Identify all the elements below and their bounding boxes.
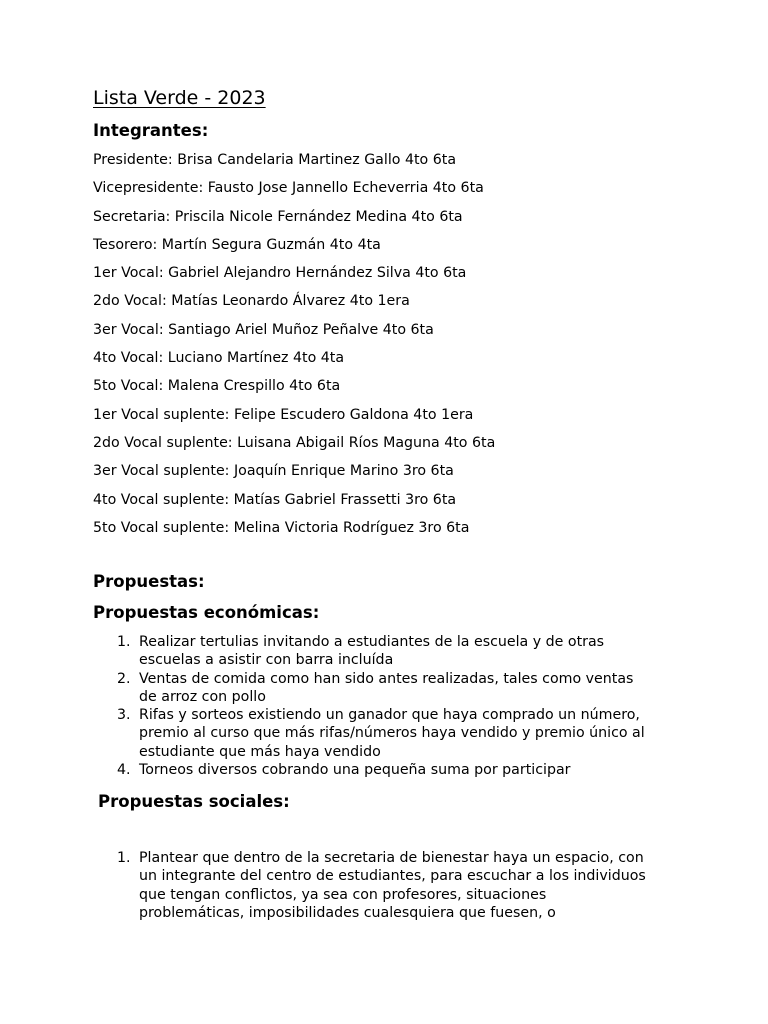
list-item (93, 706, 653, 761)
member-vocal-4: 4to Vocal: Luciano Martínez 4to 4ta (93, 350, 345, 367)
list-item-number: 4. (117, 762, 131, 779)
economic-proposals-list (93, 633, 653, 779)
document-title: Lista Verde - 2023 (93, 87, 266, 109)
list-item (93, 761, 653, 779)
member-substitute-4: 4to Vocal suplente: Matías Gabriel Frassetti 3ro 6ta (93, 491, 457, 508)
list-item-text: Rifas y sorteos existiendo un ganador que haya comprado un número, premio al curso que más rifas/números haya vendido y premio único al estudiante que más haya vendido (139, 707, 645, 760)
list-item-number: 3. (117, 707, 131, 724)
social-proposals-list (93, 849, 653, 922)
member-president: Presidente: Brisa Candelaria Martinez Gallo 4to 6ta (93, 152, 457, 168)
list-item-number: 1. (117, 634, 131, 650)
economic-proposals-heading: Propuestas económicas: (93, 603, 320, 622)
member-secretary: Secretaria: Priscila Nicole Fernández Medina 4to 6ta (93, 208, 463, 225)
member-vocal-3: 3er Vocal: Santiago Ariel Muñoz Peñalve 4to 6ta (93, 321, 434, 338)
list-item (93, 670, 653, 707)
member-vocal-5: 5to Vocal: Malena Crespillo 4to 6ta (93, 378, 341, 395)
list-item (93, 849, 653, 922)
list-item-text: Torneos diversos cobrando una pequeña suma por participar (139, 762, 571, 779)
member-vocal-2: 2do Vocal: Matías Leonardo Álvarez 4to 1era (93, 293, 410, 310)
list-item-text: Plantear que dentro de la secretaria de bienestar haya un espacio, con un integrante del centro de estudiantes, para escuchar a los individuos que tengan conflictos, ya sea con profesores, situaciones problemáticas, imposibilidades cualesquiera que fuesen, o (139, 850, 646, 921)
member-treasurer: Tesorero: Martín Segura Guzmán 4to 4ta (93, 236, 381, 253)
member-substitute-3: 3er Vocal suplente: Joaquín Enrique Marino 3ro 6ta (93, 463, 454, 480)
members-heading: Integrantes: (93, 121, 209, 140)
social-proposals-heading: Propuestas sociales: (98, 792, 290, 811)
member-vice-president: Vicepresidente: Fausto Jose Jannello Echeverria 4to 6ta (93, 180, 484, 197)
member-vocal-1: 1er Vocal: Gabriel Alejandro Hernández Silva 4to 6ta (93, 265, 467, 282)
member-substitute-2: 2do Vocal suplente: Luisana Abigail Ríos Maguna 4to 6ta (93, 434, 496, 451)
members-list (93, 146, 495, 542)
member-substitute-5: 5to Vocal suplente: Melina Victoria Rodríguez 3ro 6ta (93, 519, 470, 536)
member-substitute-1: 1er Vocal suplente: Felipe Escudero Galdona 4to 1era (93, 406, 474, 423)
proposals-heading: Propuestas: (93, 572, 205, 591)
list-item (93, 633, 653, 670)
list-item-text: Realizar tertulias invitando a estudiantes de la escuela y de otras escuelas a asistir con barra incluída (139, 634, 605, 669)
list-item-number: 2. (117, 670, 131, 687)
list-item-number: 1. (117, 850, 131, 866)
list-item-text: Ventas de comida como han sido antes realizadas, tales como ventas de arroz con pollo (139, 670, 634, 705)
